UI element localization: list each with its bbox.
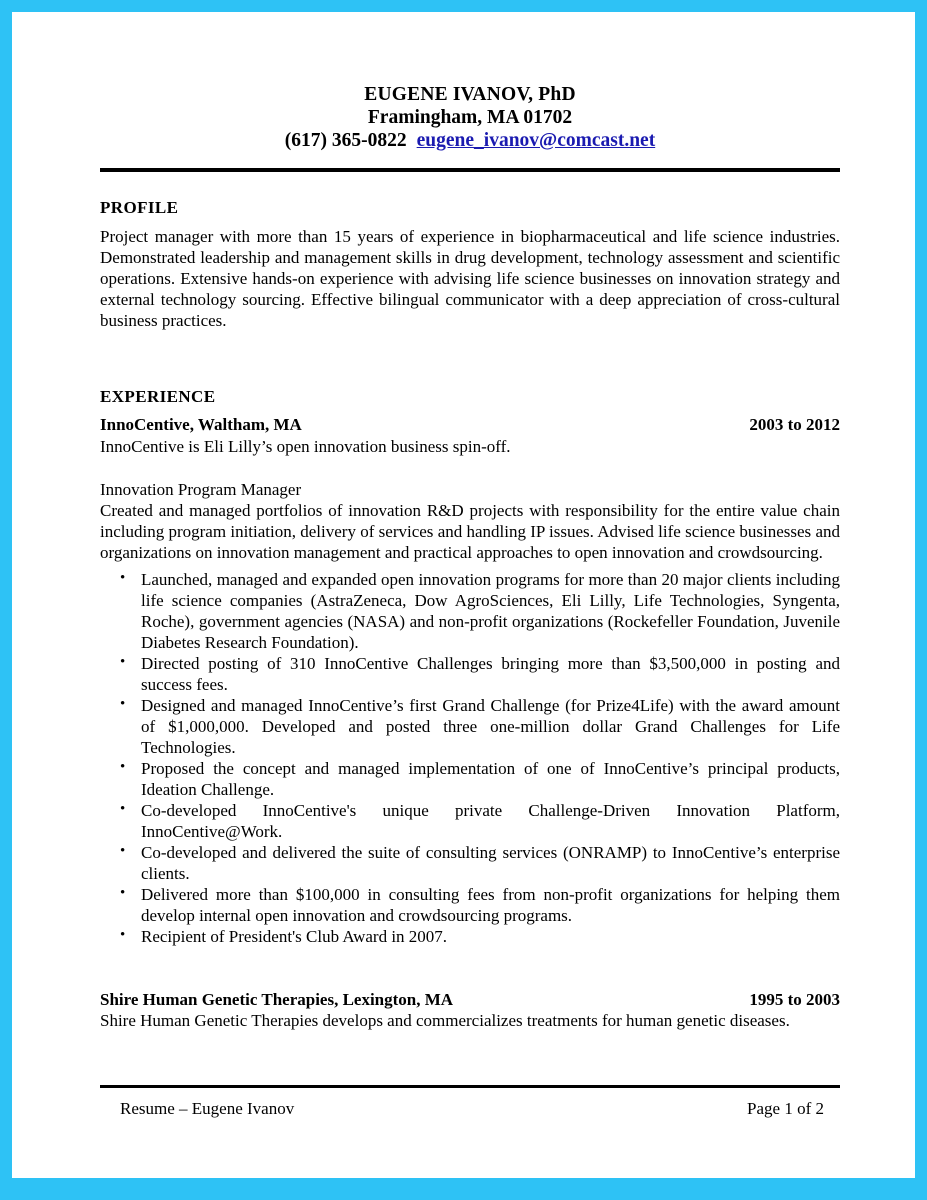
list-item: • Recipient of President's Club Award in 2007. — [100, 926, 840, 947]
email-link[interactable]: eugene_ivanov@comcast.net — [416, 130, 656, 151]
job-header-1 — [100, 990, 840, 1010]
list-item: • Launched, managed and expanded open innovation programs for more than 20 major clients including life science companies (AstraZeneca, Dow AgroSciences, Eli Lilly, Life Technologies, Syngenta, Roche), government agencies (NASA) and non-profit organizations (Rockefeller Foundation, Juvenile Diabetes Research Foundation). — [100, 569, 840, 653]
resume-page — [12, 12, 915, 1178]
resume-header — [100, 12, 840, 152]
section-title-experience: EXPERIENCE — [100, 387, 216, 406]
footer-row — [100, 1088, 840, 1119]
job-header-0 — [100, 415, 840, 435]
candidate-name: EUGENE IVANOV, PhD — [364, 84, 576, 105]
page-number: Page 1 of 2 — [747, 1099, 824, 1118]
list-item: • Co-developed and delivered the suite of consulting services (ONRAMP) to InnoCentive’s enterprise clients. — [100, 842, 840, 884]
list-item: • Delivered more than $100,000 in consulting fees from non-profit organizations for helping them develop internal open innovation and crowdsourcing programs. — [100, 884, 840, 926]
section-title-profile: PROFILE — [100, 198, 179, 217]
resume-content — [100, 12, 840, 1178]
list-item: • Directed posting of 310 InnoCentive Challenges bringing more than $3,500,000 in posting and success fees. — [100, 653, 840, 695]
header-divider — [100, 168, 840, 172]
list-item: • Designed and managed InnoCentive’s first Grand Challenge (for Prize4Life) with the award amount of $1,000,000. Developed and posted three one-million dollar Grand Challenges for Life Technologies. — [100, 695, 840, 758]
employer-name-1: Shire Human Genetic Therapies, Lexington, MA — [100, 990, 454, 1009]
footer-label: Resume – Eugene Ivanov — [120, 1099, 295, 1118]
contact-line — [100, 129, 840, 152]
employment-dates-0: 2003 to 2012 — [749, 415, 840, 434]
phone-number: (617) 365-0822 — [284, 130, 407, 151]
job-title-0: Innovation Program Manager — [100, 480, 302, 499]
profile-text: Project manager with more than 15 years of experience in biopharmaceutical and life science industries. Demonstrated leadership and management skills in drug development, technology assessment and scientific operations. Extensive hands-on experience with advising life science businesses on innovation strategy and external technology sourcing. Effective bilingual communicator with a deep appreciation of cross-cultural business practices. — [100, 227, 840, 330]
employer-blurb-0: InnoCentive is Eli Lilly’s open innovation business spin-off. — [100, 437, 511, 456]
job-summary-0: Created and managed portfolios of innovation R&D projects with responsibility for the entire value chain including program initiation, delivery of services and handling IP issues. Advised life science businesses and organizations on innovation management and practical approaches to open innovation and crowdsourcing. — [100, 501, 840, 562]
employer-blurb-1: Shire Human Genetic Therapies develops and commercializes treatments for human genetic diseases. — [100, 1011, 790, 1030]
page-footer — [100, 1085, 840, 1119]
employer-name-0: InnoCentive, Waltham, MA — [100, 415, 302, 434]
candidate-location: Framingham, MA 01702 — [367, 107, 573, 128]
list-item: • Co-developed InnoCentive's unique private Challenge-Driven Innovation Platform, InnoCentive@Work. — [100, 800, 840, 842]
list-item: • Proposed the concept and managed implementation of one of InnoCentive’s principal products, Ideation Challenge. — [100, 758, 840, 800]
job-bullets-0 — [100, 569, 840, 947]
employment-dates-1: 1995 to 2003 — [749, 990, 840, 1009]
